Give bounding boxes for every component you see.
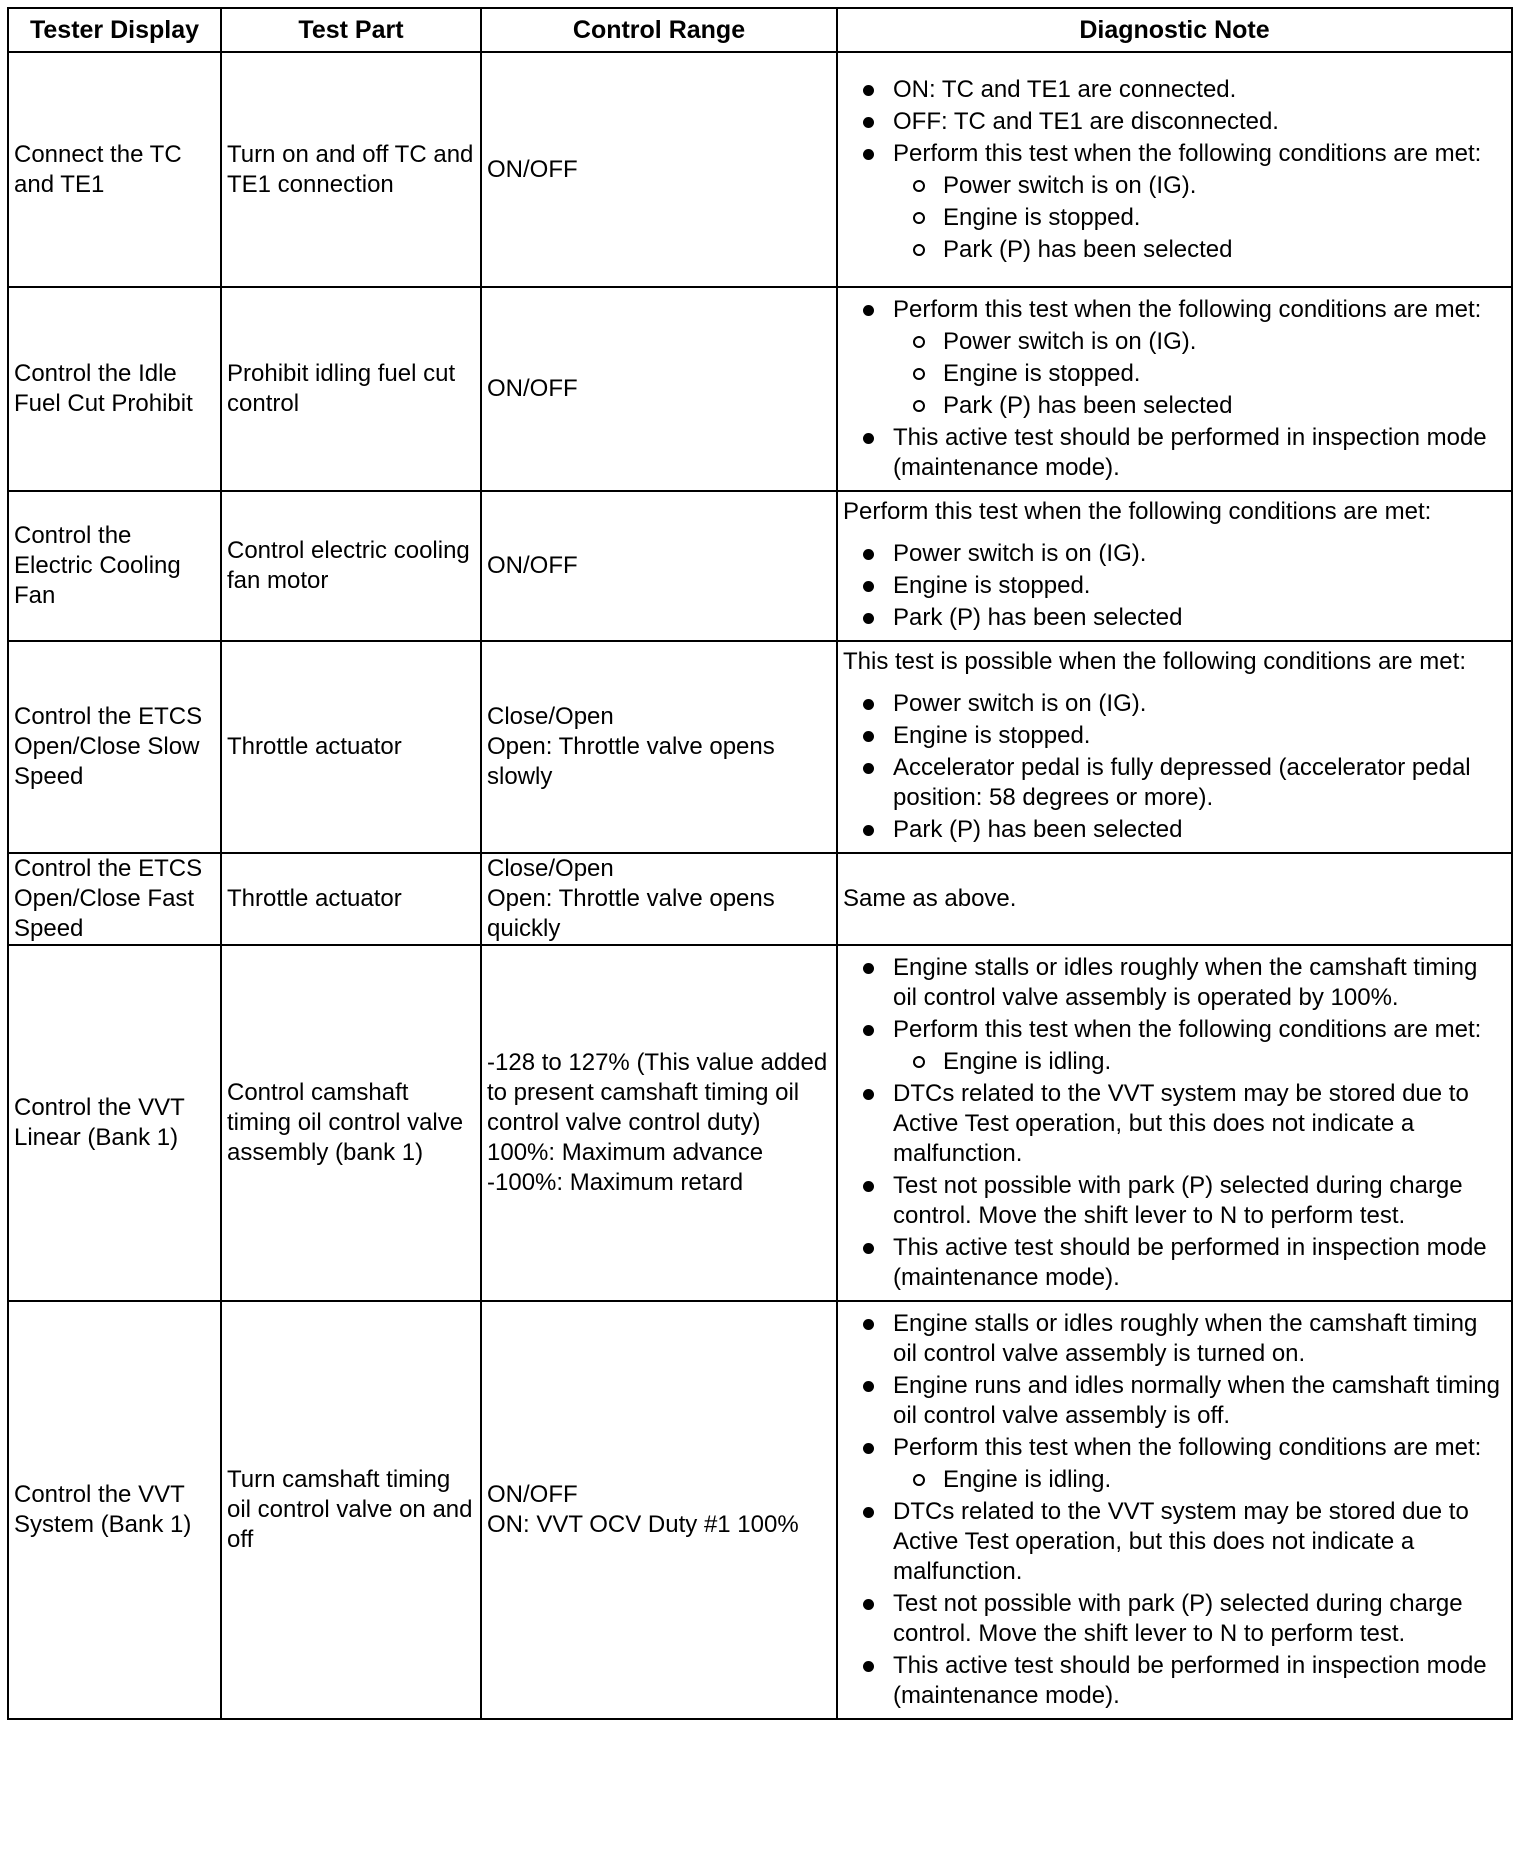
header-control-range: Control Range <box>481 8 837 52</box>
note-bullet <box>843 721 1503 751</box>
note-bullet <box>843 1371 1503 1431</box>
note-bullet-list <box>843 75 1503 265</box>
note-intro: This test is possible when the following conditions are met: <box>843 648 1466 675</box>
control-range-line: ON/OFF <box>487 552 578 579</box>
note-bullet-text: This active test should be performed in inspection mode (maintenance mode). <box>893 1652 1487 1709</box>
note-sub-bullet <box>893 235 1503 265</box>
note-bullet-text: Engine is stopped. <box>893 572 1091 599</box>
table-row <box>8 287 1512 491</box>
note-bullet <box>843 1171 1503 1231</box>
note-bullet-list <box>843 689 1503 845</box>
note-bullet-text: Park (P) has been selected <box>893 816 1183 843</box>
control-range-cell <box>481 287 837 491</box>
note-bullet-text: Perform this test when the following conditions are met: <box>893 296 1482 323</box>
table-row <box>8 945 1512 1301</box>
note-sub-bullet <box>893 1465 1503 1495</box>
note-bullet-list <box>843 295 1503 483</box>
note-sub-bullet <box>893 171 1503 201</box>
note-bullet-text: Engine is stopped. <box>893 722 1091 749</box>
control-range-line: Close/Open <box>487 703 614 730</box>
note-bullet <box>843 1015 1503 1077</box>
note-bullet <box>843 1497 1503 1587</box>
note-bullet-text: DTCs related to the VVT system may be stored due to Active Test operation, but this does not indicate a malfunction. <box>893 1080 1469 1167</box>
note-bullet-list <box>843 539 1503 633</box>
note-bullet-list <box>843 953 1503 1293</box>
note-bullet-text: Perform this test when the following conditions are met: <box>893 139 1482 167</box>
note-bullet-text: Test not possible with park (P) selected during charge control. Move the shift lever to N to perform test. <box>893 1172 1463 1229</box>
note-sub-bullet <box>893 203 1503 233</box>
note-sub-list <box>893 1047 1503 1077</box>
tester-display-cell: Control the ETCS Open/Close Fast Speed <box>8 853 221 945</box>
note-intro: Same as above. <box>843 885 1017 912</box>
table-row <box>8 491 1512 641</box>
note-bullet-text: This active test should be performed in inspection mode (maintenance mode). <box>893 424 1487 481</box>
note-bullet-text: Engine runs and idles normally when the camshaft timing oil control valve assembly is off. <box>893 1372 1500 1429</box>
control-range-line: ON/OFF <box>487 375 578 402</box>
note-bullet-text: Power switch is on (IG). <box>893 690 1147 717</box>
control-range-cell <box>481 945 837 1301</box>
table-body <box>8 52 1512 1719</box>
note-bullet <box>843 1651 1503 1711</box>
test-part-cell: Control camshaft timing oil control valve assembly (bank 1) <box>221 945 481 1301</box>
note-sub-text: Engine is stopped. <box>943 203 1141 231</box>
note-sub-text: Engine is idling. <box>943 1466 1112 1493</box>
note-bullet-text: Power switch is on (IG). <box>893 540 1147 567</box>
note-sub-text: Power switch is on (IG). <box>943 328 1197 355</box>
note-bullet <box>843 1433 1503 1495</box>
note-bullet <box>843 295 1503 421</box>
header-test-part: Test Part <box>221 8 481 52</box>
note-sub-list <box>893 327 1503 421</box>
note-bullet-text: Park (P) has been selected <box>893 604 1183 631</box>
diagnostic-note-cell <box>837 945 1512 1301</box>
note-bullet <box>843 1309 1503 1369</box>
note-bullet-text: ON: TC and TE1 are connected. <box>893 75 1237 103</box>
note-bullet <box>843 423 1503 483</box>
table-row <box>8 1301 1512 1719</box>
diagnostic-note-cell <box>837 853 1512 945</box>
note-bullet <box>843 689 1503 719</box>
note-sub-bullet <box>893 391 1503 421</box>
note-bullet <box>843 815 1503 845</box>
tester-display-cell: Control the ETCS Open/Close Slow Speed <box>8 641 221 853</box>
diagnostic-note-cell <box>837 1301 1512 1719</box>
note-bullet <box>843 571 1503 601</box>
note-sub-text: Power switch is on (IG). <box>943 171 1197 199</box>
active-test-table <box>7 7 1513 1720</box>
note-bullet-text: Accelerator pedal is fully depressed (accelerator pedal position: 58 degrees or more). <box>893 754 1471 811</box>
header-tester-display: Tester Display <box>8 8 221 52</box>
note-bullet-text: Engine stalls or idles roughly when the camshaft timing oil control valve assembly is operated by 100%. <box>893 954 1478 1011</box>
note-bullet-text: Perform this test when the following conditions are met: <box>893 1434 1482 1461</box>
note-bullet <box>843 753 1503 813</box>
note-bullet-text: OFF: TC and TE1 are disconnected. <box>893 107 1279 135</box>
control-range-line: ON: VVT OCV Duty #1 100% <box>487 1511 799 1538</box>
note-sub-list <box>893 1465 1503 1495</box>
table-row <box>8 641 1512 853</box>
note-bullet <box>843 1589 1503 1649</box>
note-bullet-text: Test not possible with park (P) selected during charge control. Move the shift lever to N to perform test. <box>893 1590 1463 1647</box>
tester-display-cell: Control the Electric Cooling Fan <box>8 491 221 641</box>
test-part-cell: Control electric cooling fan motor <box>221 491 481 641</box>
control-range-line: Close/Open <box>487 855 614 882</box>
test-part-cell: Turn on and off TC and TE1 connection <box>221 52 481 287</box>
control-range-cell <box>481 52 837 287</box>
control-range-line: 100%: Maximum advance <box>487 1139 764 1166</box>
diagnostic-note-cell <box>837 287 1512 491</box>
header-row <box>8 8 1512 52</box>
note-bullet <box>843 107 1503 137</box>
diagnostic-note-cell <box>837 52 1512 287</box>
note-sub-text: Engine is idling. <box>943 1048 1112 1075</box>
tester-display-cell: Control the VVT System (Bank 1) <box>8 1301 221 1719</box>
control-range-line: -100%: Maximum retard <box>487 1169 744 1196</box>
note-bullet <box>843 539 1503 569</box>
note-sub-bullet <box>893 359 1503 389</box>
note-bullet <box>843 139 1503 265</box>
control-range-line: ON/OFF <box>487 1481 578 1508</box>
note-sub-bullet <box>893 1047 1503 1077</box>
note-intro: Perform this test when the following conditions are met: <box>843 498 1432 525</box>
control-range-line: Open: Throttle valve opens slowly <box>487 733 775 790</box>
diagnostic-note-cell <box>837 491 1512 641</box>
test-part-cell: Throttle actuator <box>221 641 481 853</box>
tester-display-cell: Connect the TC and TE1 <box>8 52 221 287</box>
diagnostic-note-cell <box>837 641 1512 853</box>
note-bullet-list <box>843 1309 1503 1711</box>
table-row <box>8 853 1512 945</box>
control-range-line: -128 to 127% (This value added to present camshaft timing oil control valve control duty) <box>487 1049 828 1136</box>
note-sub-text: Park (P) has been selected <box>943 235 1233 263</box>
table-row <box>8 52 1512 287</box>
test-part-cell: Turn camshaft timing oil control valve on and off <box>221 1301 481 1719</box>
note-bullet <box>843 603 1503 633</box>
note-bullet <box>843 953 1503 1013</box>
note-bullet-text: Perform this test when the following conditions are met: <box>893 1016 1482 1043</box>
control-range-cell <box>481 1301 837 1719</box>
control-range-line: Open: Throttle valve opens quickly <box>487 885 775 942</box>
note-sub-text: Engine is stopped. <box>943 360 1141 387</box>
control-range-cell <box>481 641 837 853</box>
note-bullet-text: This active test should be performed in inspection mode (maintenance mode). <box>893 1234 1487 1291</box>
table-header <box>8 8 1512 52</box>
note-bullet <box>843 75 1503 105</box>
test-part-cell: Prohibit idling fuel cut control <box>221 287 481 491</box>
control-range-cell <box>481 491 837 641</box>
test-part-cell: Throttle actuator <box>221 853 481 945</box>
note-sub-bullet <box>893 327 1503 357</box>
control-range-line: ON/OFF <box>487 155 578 183</box>
note-bullet-text: Engine stalls or idles roughly when the camshaft timing oil control valve assembly is turned on. <box>893 1310 1478 1367</box>
control-range-cell <box>481 853 837 945</box>
header-diagnostic-note: Diagnostic Note <box>837 8 1512 52</box>
note-bullet-text: DTCs related to the VVT system may be stored due to Active Test operation, but this does not indicate a malfunction. <box>893 1498 1469 1585</box>
tester-display-cell: Control the VVT Linear (Bank 1) <box>8 945 221 1301</box>
note-bullet <box>843 1233 1503 1293</box>
note-sub-list <box>893 171 1503 265</box>
note-bullet <box>843 1079 1503 1169</box>
tester-display-cell: Control the Idle Fuel Cut Prohibit <box>8 287 221 491</box>
note-sub-text: Park (P) has been selected <box>943 392 1233 419</box>
